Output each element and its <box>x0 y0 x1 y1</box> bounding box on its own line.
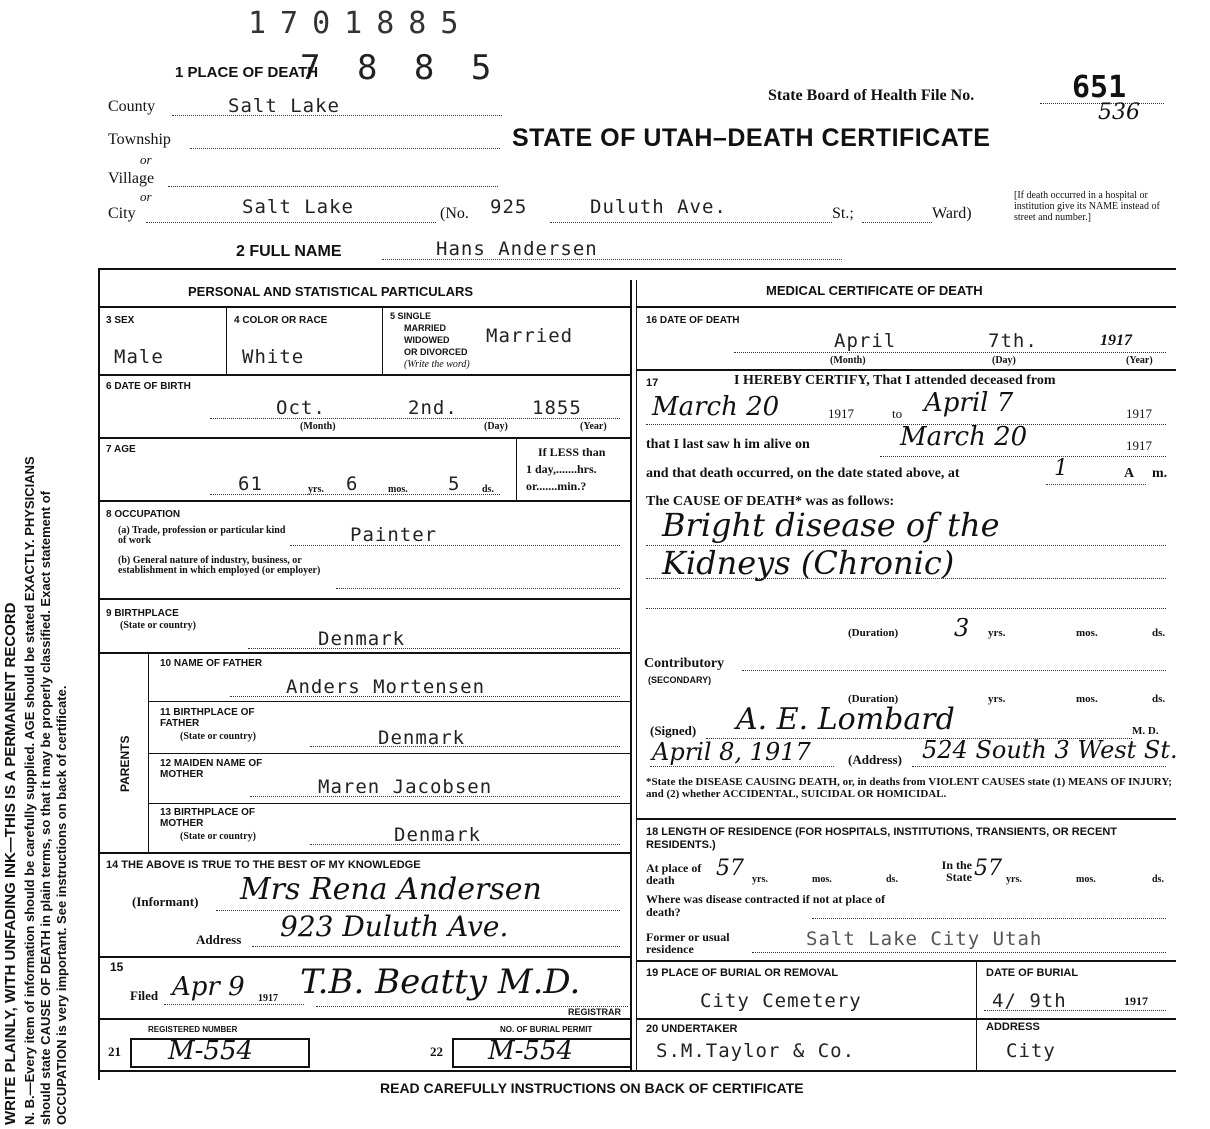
registered-number-prefix: 21 <box>108 1044 121 1059</box>
cause-footnote: *State the DISEASE CAUSING DEATH, or, in deaths from VIOLENT CAUSES state (1) MEANS OF INJURY; and (2) whether ACCIDENTAL, SUICIDAL OR HOMICIDAL. <box>646 776 1172 800</box>
file-no-label: State Board of Health File No. <box>768 87 975 104</box>
last-saw-year: 1917 <box>1126 438 1152 453</box>
death-occurred-text: and that death occurred, on the date stated above, at <box>646 466 960 481</box>
dod-year: 1917 <box>1100 332 1132 349</box>
marital-label-1: 5 SINGLE <box>390 311 432 321</box>
full-name-label: 2 FULL NAME <box>236 243 342 260</box>
at-place-label: At place of death <box>646 861 702 887</box>
side-margin-text: WRITE PLAINLY, WITH UNFADING INK—THIS IS A PERMANENT RECORD <box>2 602 19 1125</box>
or-min-label: or.......min.? <box>526 479 587 493</box>
true-statement-label: 14 THE ABOVE IS TRUE TO THE BEST OF MY KNOWLEDGE <box>106 859 421 871</box>
dob-day: 2nd. <box>408 397 458 419</box>
cause-line-1: Bright disease of the <box>662 506 1000 544</box>
birthplace-value: Denmark <box>318 628 406 650</box>
occupation-b-label: (b) General nature of industry, business, or establishment in which employed (or employer) <box>118 555 321 576</box>
occupation-label: 8 OCCUPATION <box>106 509 181 520</box>
registrar-signature: T.B. Beatty M.D. <box>300 962 581 1002</box>
or-label-2: or <box>140 189 152 204</box>
age-yrs-label: yrs. <box>308 484 324 495</box>
at-place-value: 57 <box>716 856 744 881</box>
age-mos-label: mos. <box>388 484 408 495</box>
father-birthplace-label: 11 BIRTHPLACE OF FATHER <box>160 707 255 729</box>
father-name-value: Anders Mortensen <box>286 676 486 698</box>
mother-birthplace-value: Denmark <box>394 824 482 846</box>
registrar-label: REGISTRAR <box>568 1007 622 1017</box>
footer-instructions: READ CAREFULLY INSTRUCTIONS ON BACK OF CERTIFICATE <box>380 1080 804 1096</box>
mother-name-label: 12 MAIDEN NAME OF MOTHER <box>160 758 263 780</box>
last-saw-value: March 20 <box>900 422 1028 452</box>
marital-value: Married <box>486 325 574 347</box>
burial-permit-label: NO. OF BURIAL PERMIT <box>500 1025 593 1034</box>
dob-month-label: (Month) <box>300 421 336 432</box>
physician-signature: A. E. Lombard <box>736 702 955 737</box>
marital-label-3: WIDOWED <box>404 335 450 345</box>
day-hrs-label: 1 day,.......hrs. <box>526 462 597 476</box>
county-label: County <box>108 98 156 115</box>
file-no-value: 651 <box>1072 70 1127 105</box>
no-value: 925 <box>490 196 528 218</box>
former-residence-value: Salt Lake City Utah <box>806 928 1043 950</box>
attended-to-value: April 7 <box>924 388 1014 418</box>
father-birthplace-value: Denmark <box>378 727 466 749</box>
informant-label: (Informant) <box>132 894 199 909</box>
parents-label: PARENTS <box>118 735 132 792</box>
certify-text: I HEREBY CERTIFY, That I attended deceased from <box>734 373 1056 388</box>
in-state-yrs: yrs. <box>1006 874 1022 885</box>
ward-label: Ward) <box>932 205 972 222</box>
dod-day-label: (Day) <box>992 355 1016 366</box>
dod-month-label: (Month) <box>830 355 866 366</box>
dob-day-label: (Day) <box>484 421 508 432</box>
mother-birthplace-label: 13 BIRTHPLACE OF MOTHER <box>160 807 256 829</box>
age-days: 5 <box>448 473 461 495</box>
burial-place-label: 19 PLACE OF BURIAL OR REMOVAL <box>646 967 839 979</box>
attended-to-year: 1917 <box>1126 406 1152 421</box>
at-place-ds: ds. <box>886 874 898 885</box>
birthplace-sub: (State or country) <box>120 620 196 631</box>
burial-date-year: 1917 <box>1124 994 1148 1008</box>
cause-of-death-label: The CAUSE OF DEATH* was as follows: <box>646 494 895 509</box>
contributory-label: Contributory <box>644 656 725 671</box>
signed-date: April 8, 1917 <box>652 738 811 766</box>
stamp-under: 7 8 8 5 <box>300 48 500 88</box>
duration-label-2: (Duration) <box>848 693 899 705</box>
duration-mos: mos. <box>1076 627 1098 639</box>
father-name-label: 10 NAME OF FATHER <box>160 658 263 669</box>
occupation-value: Painter <box>350 524 438 546</box>
dob-year: 1855 <box>532 397 582 419</box>
dod-year-label: (Year) <box>1126 355 1153 366</box>
burial-date-value: 4/ 9th <box>992 990 1067 1012</box>
informant-signature: Mrs Rena Andersen <box>240 872 542 907</box>
dob-year-label: (Year) <box>580 421 607 432</box>
filed-label: Filed <box>130 988 159 1003</box>
duration-yrs-2: yrs. <box>988 693 1006 705</box>
undertaker-address-label: ADDRESS <box>986 1021 1040 1033</box>
md-label: M. D. <box>1132 725 1159 737</box>
informant-address-value: 923 Duluth Ave. <box>280 910 509 943</box>
at-place-yrs: yrs. <box>752 874 768 885</box>
certify-number: 17 <box>646 377 659 389</box>
side-note-line-3: OCCUPATION is very important. See instructions on back of certificate. <box>54 685 69 1125</box>
stamp-top: 1701885 <box>248 6 473 41</box>
color-race-value: White <box>242 346 305 368</box>
duration-ds: ds. <box>1152 627 1166 639</box>
duration-mos-2: mos. <box>1076 693 1098 705</box>
former-residence-label: Former or usual residence <box>646 930 730 956</box>
side-note-line-1: N. B.—Every item of information should be carefully supplied. AGE should be stated EXACTLY. PHYSICIANS <box>22 456 37 1125</box>
registered-number-label: REGISTERED NUMBER <box>148 1025 238 1034</box>
village-label: Village <box>108 170 155 187</box>
residence-label: 18 LENGTH OF RESIDENCE (FOR HOSPITALS, INSTITUTIONS, TRANSIENTS, OR RECENT RESIDENTS.) <box>646 826 1117 851</box>
age-label: 7 AGE <box>106 444 136 455</box>
personal-section-title: PERSONAL AND STATISTICAL PARTICULARS <box>188 284 474 299</box>
marital-label-4: OR DIVORCED <box>404 347 468 357</box>
medical-section-title: MEDICAL CERTIFICATE OF DEATH <box>766 283 983 298</box>
at-place-mos: mos. <box>812 874 832 885</box>
registered-number-value: M-554 <box>168 1036 254 1066</box>
filed-year: 1917 <box>258 993 278 1004</box>
in-state-label: In the State <box>941 858 972 884</box>
duration-ds-2: ds. <box>1152 693 1166 705</box>
burial-date-label: DATE OF BURIAL <box>986 967 1079 979</box>
date-of-death-label: 16 DATE OF DEATH <box>646 315 740 326</box>
st-label: St.; <box>832 205 854 222</box>
full-name-value: Hans Andersen <box>436 238 598 260</box>
last-saw-text: that I last saw h im alive on <box>646 437 810 452</box>
or-label-1: or <box>140 152 152 167</box>
duration-yrs: yrs. <box>988 627 1006 639</box>
informant-address-label: Address <box>196 932 242 947</box>
filed-number: 15 <box>110 960 124 974</box>
death-time: 1 <box>1054 456 1068 481</box>
attended-from-year: 1917 <box>828 406 854 421</box>
street-value: Duluth Ave. <box>590 196 727 218</box>
undertaker-value: S.M.Taylor & Co. <box>656 1040 856 1062</box>
township-label: Township <box>108 131 171 148</box>
in-state-ds: ds. <box>1152 874 1164 885</box>
no-label: (No. <box>440 205 469 222</box>
county-value: Salt Lake <box>228 95 340 117</box>
file-no-value-2: 536 <box>1098 100 1140 125</box>
dob-month: Oct. <box>276 397 326 419</box>
sex-value: Male <box>114 346 164 368</box>
less-than-label: If LESS than <box>538 445 606 459</box>
side-note-line-2: should state CAUSE OF DEATH in plain terms, so that it may be properly classified. Exact statement of <box>38 490 53 1125</box>
death-m-label: m. <box>1152 466 1168 481</box>
age-months: 6 <box>346 473 359 495</box>
burial-permit-value: M-554 <box>488 1036 574 1066</box>
age-ds-label: ds. <box>482 484 494 495</box>
cause-line-2: Kidneys (Chronic) <box>662 544 955 582</box>
undertaker-address-value: City <box>1006 1040 1056 1062</box>
duration-value: 3 <box>954 614 970 642</box>
age-years: 61 <box>238 473 263 495</box>
in-state-mos: mos. <box>1076 874 1096 885</box>
marital-note: (Write the word) <box>404 359 470 370</box>
dod-month: April <box>834 330 897 352</box>
hospital-note: [If death occurred in a hospital or institution give its NAME instead of street and number.] <box>1014 190 1160 223</box>
burial-permit-prefix: 22 <box>430 1044 443 1059</box>
attended-to-label: to <box>892 406 903 421</box>
color-race-label: 4 COLOR OR RACE <box>234 315 328 326</box>
certificate-title: STATE OF UTAH–DEATH CERTIFICATE <box>512 124 991 152</box>
occupation-a-label: (a) Trade, profession or particular kind of work <box>118 525 286 546</box>
secondary-label: (SECONDARY) <box>648 675 712 685</box>
duration-label: (Duration) <box>848 627 899 639</box>
dod-day: 7th. <box>988 330 1038 352</box>
contracted-label: Where was disease contracted if not at place of death? <box>646 892 886 919</box>
dob-label: 6 DATE OF BIRTH <box>106 381 191 392</box>
mother-name-value: Maren Jacobsen <box>318 776 493 798</box>
in-state-value: 57 <box>974 856 1002 881</box>
sex-label: 3 SEX <box>106 315 135 326</box>
filed-date: Apr 9 <box>172 972 245 1002</box>
attended-from-value: March 20 <box>652 392 780 422</box>
undertaker-label: 20 UNDERTAKER <box>646 1023 738 1035</box>
death-ampm: A <box>1124 466 1135 481</box>
place-of-death-label: 1 PLACE OF DEATH <box>175 64 319 81</box>
mother-birthplace-sub: (State or country) <box>180 831 256 842</box>
signed-label: (Signed) <box>650 723 697 738</box>
city-value: Salt Lake <box>242 196 354 218</box>
father-birthplace-sub: (State or country) <box>180 731 256 742</box>
physician-address-label: (Address) <box>848 752 902 767</box>
marital-label-2: MARRIED <box>404 323 446 333</box>
birthplace-label: 9 BIRTHPLACE <box>106 608 179 619</box>
city-label: City <box>108 205 136 222</box>
physician-address-value: 524 South 3 West St. <box>922 736 1178 764</box>
burial-place-value: City Cemetery <box>700 990 862 1012</box>
